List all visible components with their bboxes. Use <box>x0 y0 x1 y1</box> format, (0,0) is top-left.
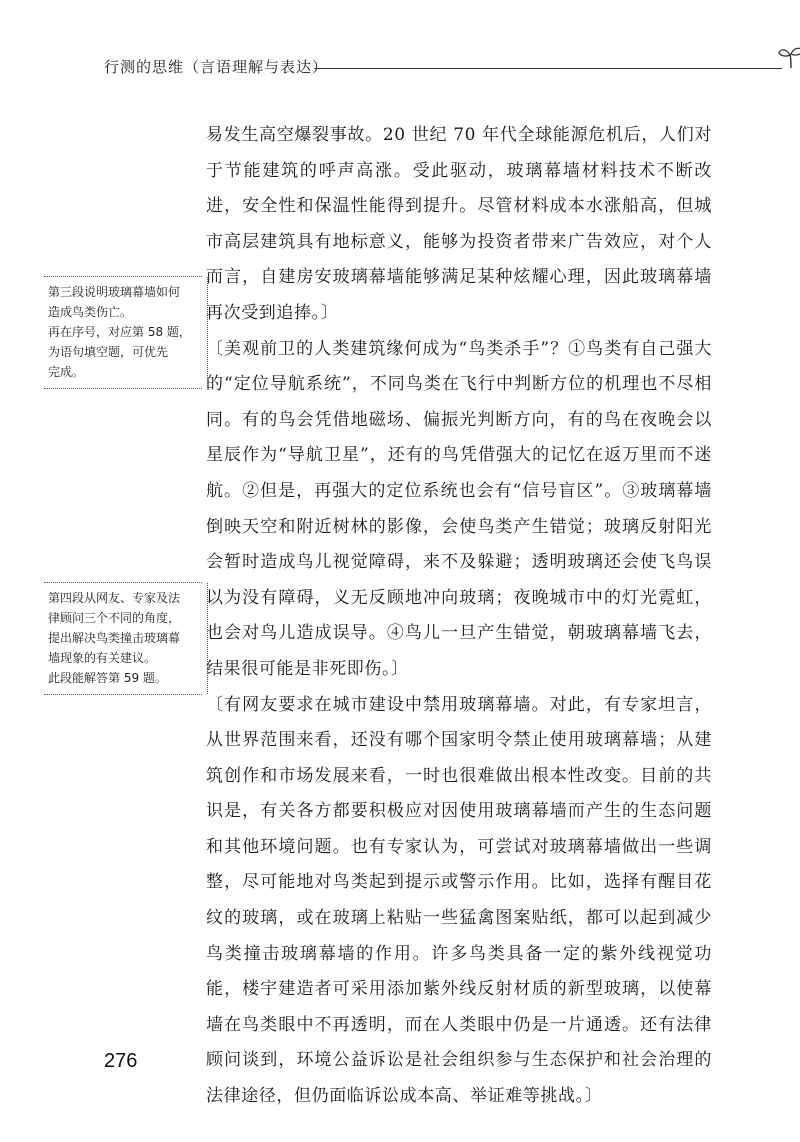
note-line: 律顾问三个不同的角度， <box>48 611 181 625</box>
page-number: 276 <box>104 1050 138 1072</box>
note-line: 第四段从网友、专家及法 <box>48 591 181 605</box>
header-title: 行测的思维（言语理解与表达） <box>104 58 329 76</box>
paragraph-3: 〔美观前卫的人类建筑缘何成为“鸟类杀手”？①鸟类有自己强大的“定位导航系统”，不同鸟类在飞行中判断方位的机理也不尽相同。有的鸟会凭借地磁场、偏振光判断方向，有的鸟在夜晚会以星辰作为“导航卫星”，还有的鸟凭借强大的记忆在返万里而不迷航。②但是，再强大的定位系统也会有“信号盲区”。③玻璃幕墙倒映天空和附近树林的影像，会使鸟类产生错觉；玻璃反射阳光会暂时造成鸟儿视觉障碍，来不及躲避；透明玻璃还会使飞鸟误以为没有障碍，义无反顾地冲向玻璃；夜晚城市中的灯光霓虹，也会对鸟儿造成误导。④鸟儿一旦产生错觉，朝玻璃幕墙飞去，结果很可能是非死即伤。〕 <box>206 338 712 679</box>
note-line: 造成鸟类伤亡。 <box>48 305 133 319</box>
paragraph-4: 〔有网友要求在城市建设中禁用玻璃幕墙。对此，有专家坦言，从世界范围来看，还没有哪个国家明令禁止使用玻璃幕墙；从建筑创作和市场发展来看，一时也很难做出根本性改变。目前的共识是，有关各方都要积极应对因使用玻璃幕墙而产生的生态问题和其他环境问题。也有专家认为，可尝试对玻璃幕墙做出一些调整，尽可能地对鸟类起到提示或警示作用。比如，选择有醒目花纹的玻璃，或在玻璃上粘贴一些猛禽图案贴纸，都可以起到减少鸟类撞击玻璃幕墙的作用。许多鸟类具备一定的紫外线视觉功能，楼宇建造者可采用添加紫外线反射材质的新型玻璃，以使幕墙在鸟类眼中不再透明，而在人类眼中仍是一片通透。还有法律顾问谈到，环境公益诉讼是社会组织参与生态保护和社会治理的法律途径，但仍面临诉讼成本高、举证难等挑战。〕 <box>206 694 712 1107</box>
note-line: 第三段说明玻璃幕墙如何 <box>48 285 181 299</box>
note-line: 提出解决鸟类撞击玻璃幕 <box>48 631 181 645</box>
note-line: 完成。 <box>48 365 85 379</box>
note-line: 墙现象的有关建议。 <box>48 651 157 665</box>
header-rule <box>314 68 782 69</box>
note-line: 为语句填空题，可优先 <box>48 345 169 359</box>
margin-note-paragraph-3 <box>44 276 202 389</box>
margin-note-paragraph-4 <box>44 582 202 695</box>
note-line: 再在序号，对应第 58 题， <box>48 325 191 339</box>
note-line: 此段能解答第 59 题。 <box>48 671 167 685</box>
sprout-icon <box>776 42 800 72</box>
body-text <box>206 118 712 1115</box>
running-header <box>104 56 744 80</box>
paragraph-2-continued: 易发生高空爆裂事故。20 世纪 70 年代全球能源危机后，人们对于节能建筑的呼声高涨。受此驱动，玻璃幕墙材料技术不断改进，安全性和保温性能得到提升。尽管材料成本水涨船高，但城市高层建筑具有地标意义，能够为投资者带来广告效应，对个人而言，自建房安玻璃幕墙能够满足某种炫耀心理，因此玻璃幕墙再次受到追捧。〕 <box>206 125 712 323</box>
